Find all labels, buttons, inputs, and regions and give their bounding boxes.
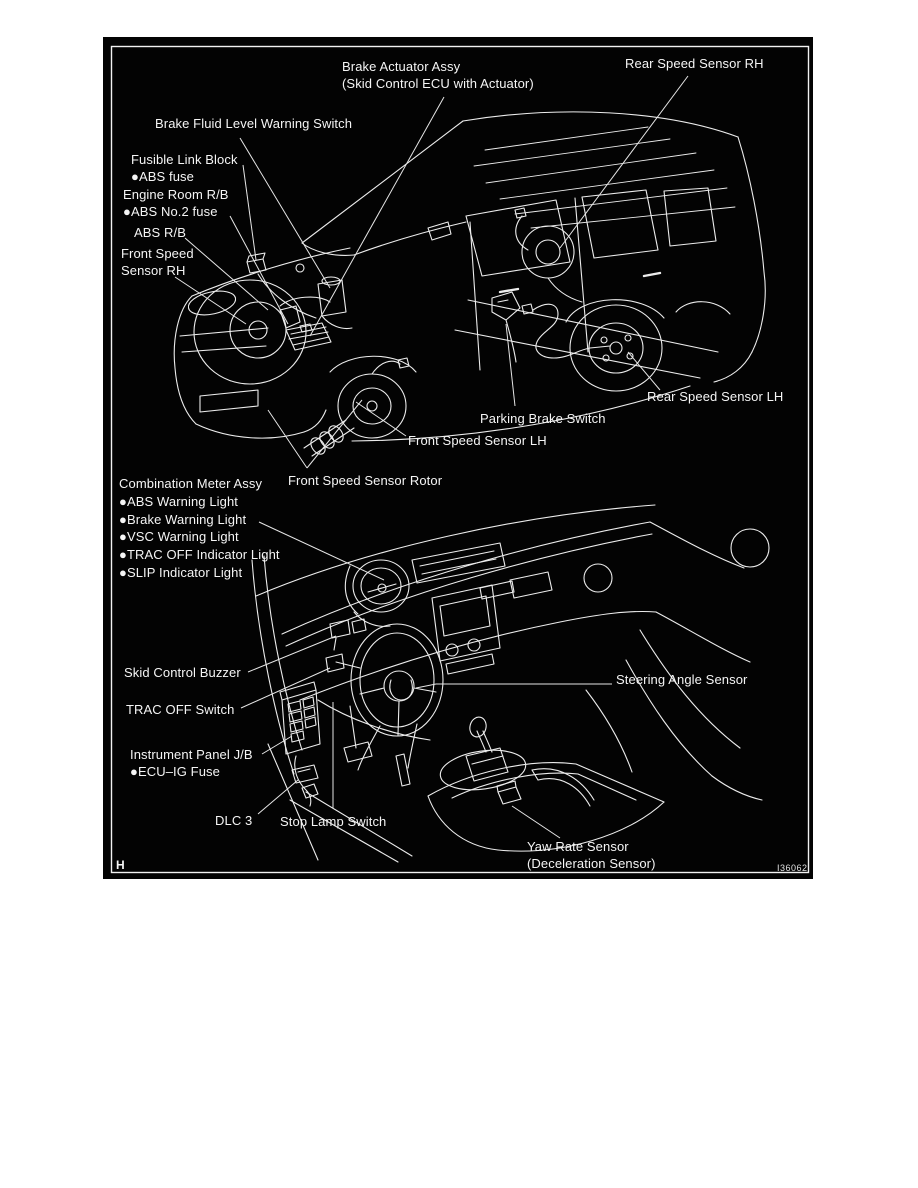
- label-line: Sensor RH: [121, 263, 186, 278]
- page-marker: H: [116, 858, 125, 872]
- label-line: Yaw Rate Sensor: [527, 839, 629, 854]
- label-line: Rear Speed Sensor LH: [647, 389, 784, 404]
- label-line: Parking Brake Switch: [480, 411, 606, 426]
- figure-frame: [103, 37, 813, 879]
- label-line: Front Speed Sensor LH: [408, 433, 547, 448]
- label-line: Engine Room R/B: [123, 187, 229, 202]
- label-line: Brake Fluid Level Warning Switch: [155, 116, 353, 131]
- label-line: ●ECU–IG Fuse: [130, 764, 220, 779]
- label-line: ●VSC Warning Light: [119, 529, 239, 545]
- label-line: ●ABS Warning Light: [119, 493, 239, 509]
- label-line: ●ABS No.2 fuse: [123, 204, 218, 219]
- label-line: Combination Meter Assy: [119, 476, 263, 491]
- label-line: Fusible Link Block: [131, 152, 238, 167]
- label-line: ●ABS fuse: [131, 169, 194, 184]
- label-line: Instrument Panel J/B: [130, 747, 253, 762]
- label-line: Stop Lamp Switch: [280, 814, 387, 829]
- label-line: (Skid Control ECU with Actuator): [342, 76, 534, 91]
- label-line: Front Speed: [121, 246, 194, 261]
- label-line: DLC 3: [215, 813, 253, 828]
- label-line: TRAC OFF Switch: [126, 702, 235, 717]
- label-line: ●SLIP Indicator Light: [119, 564, 243, 580]
- label-line: Skid Control Buzzer: [124, 665, 241, 680]
- label-line: Brake Actuator Assy: [342, 59, 461, 74]
- label-line: Front Speed Sensor Rotor: [288, 473, 443, 488]
- label-line: ●Brake Warning Light: [119, 511, 247, 527]
- label-line: (Deceleration Sensor): [527, 856, 656, 871]
- figure-id: I36062: [777, 863, 808, 873]
- label-line: ●TRAC OFF Indicator Light: [119, 547, 280, 563]
- label-line: ABS R/B: [134, 225, 186, 240]
- label-line: Steering Angle Sensor: [616, 672, 748, 687]
- label-line: Rear Speed Sensor RH: [625, 56, 764, 71]
